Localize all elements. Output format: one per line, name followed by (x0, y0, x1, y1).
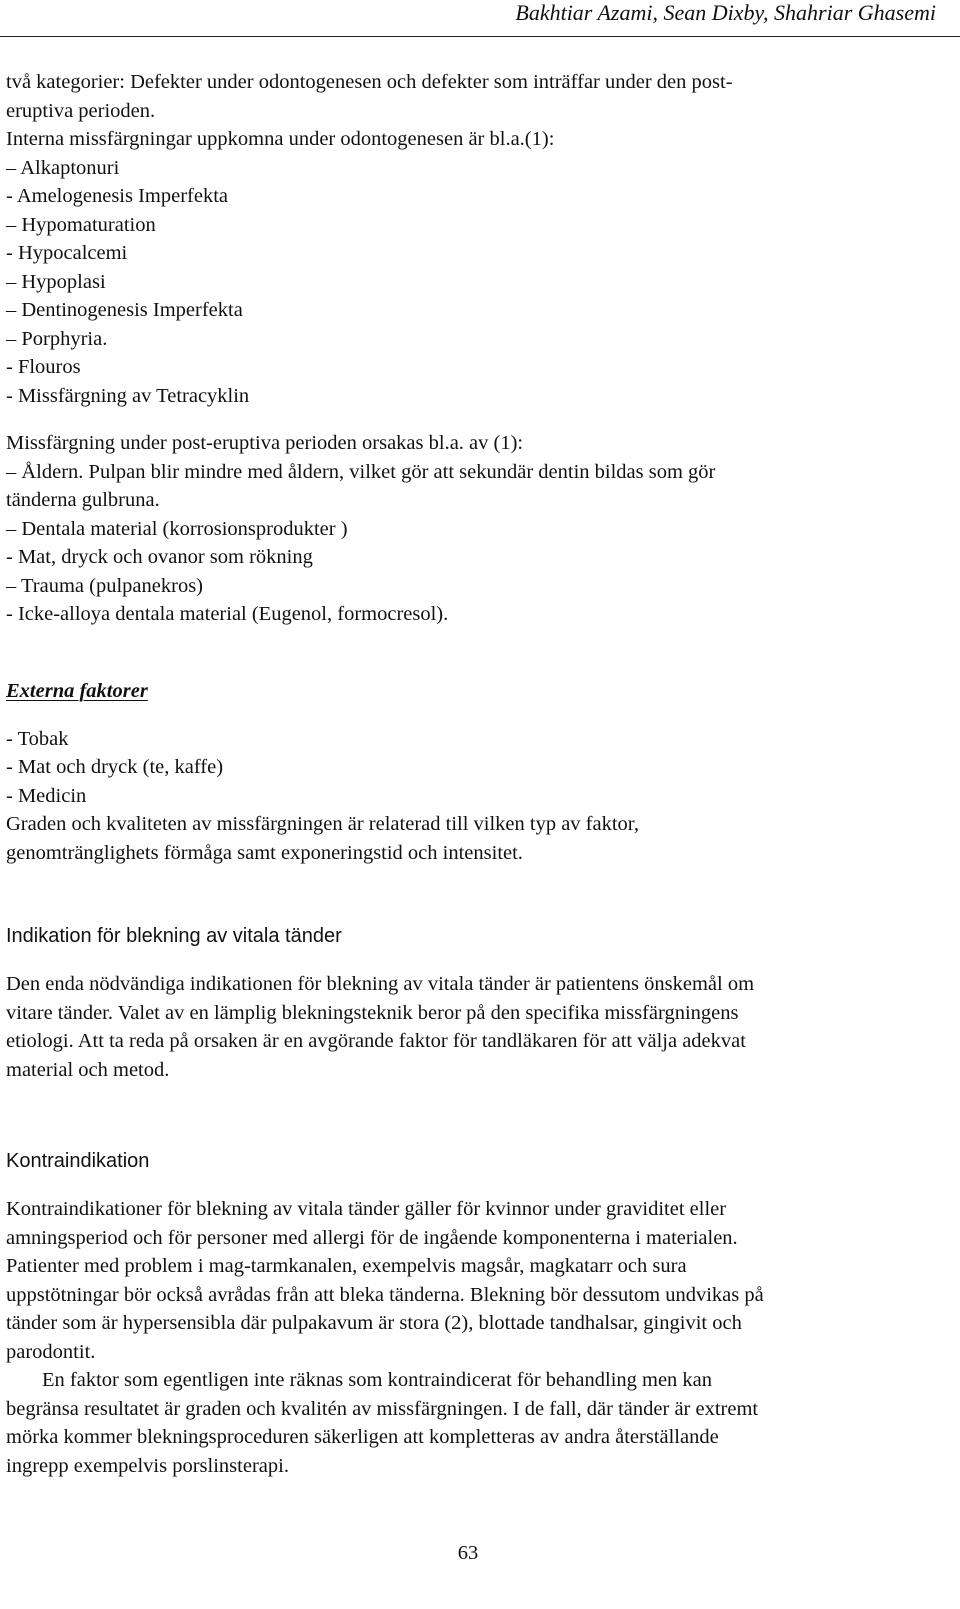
text-line: Missfärgning under post-eruptiva perioden orsakas bl.a. av (1): (6, 432, 524, 454)
text-line: begränsa resultatet är graden och kvalitén av missfärgningen. I de fall, där tänder är extremt (6, 1397, 759, 1420)
text-line: ingrepp exempelvis porslinsterapi. (6, 1454, 289, 1477)
kontraindikation-section (6, 1147, 931, 1480)
text-line: Graden och kvaliteten av missfärgningen är relaterad till vilken typ av faktor, (6, 813, 639, 835)
text-line: Kontraindikationer för blekning av vitala tänder gäller för kvinnor under graviditet eller (6, 1198, 727, 1220)
text-line: uppstötningar bör också avrådas från att bleka tänderna. Blekning bör dessutom undvikas på (6, 1283, 764, 1306)
section-heading-kontraindikation: Kontraindikation (6, 1150, 150, 1172)
list-item: - Missfärgning av Tetracyklin (6, 384, 250, 407)
text-line: amningsperiod och för personer med allergi för de ingående komponenterna i materialen. (6, 1226, 738, 1249)
posteruptive-section (6, 429, 931, 629)
text-line: En faktor som egentligen inte räknas som kontraindicerat för behandling men kan (42, 1369, 713, 1391)
externa-section (6, 677, 931, 868)
list-item: - Amelogenesis Imperfekta (6, 185, 229, 207)
list-item: - Icke-alloya dentala material (Eugenol, formocresol). (6, 603, 449, 625)
text-line: vitare tänder. Valet av en lämplig blekningsteknik beror på den specifika missfärgningens (6, 1001, 739, 1024)
text-line: genomtränglighets förmåga samt exponeringstid och intensitet. (6, 841, 523, 864)
text-line: tänderna gulbruna. (6, 489, 160, 511)
list-item: – Trauma (pulpanekros) (6, 574, 204, 597)
list-item: - Hypocalcemi (6, 242, 128, 264)
text-line: material och metod. (6, 1058, 170, 1081)
list-item: - Flouros (6, 356, 81, 378)
list-item: – Alkaptonuri (6, 156, 120, 179)
list-item: – Hypomaturation (6, 213, 156, 236)
list-item: – Dentala material (korrosionsprodukter ) (6, 517, 348, 540)
page-body (6, 68, 931, 1480)
page-number: 63 (457, 1542, 479, 1564)
section-heading-indikation: Indikation för blekning av vitala tänder (6, 925, 342, 947)
text-line: etiologi. Att ta reda på orsaken är en avgörande faktor för tandläkaren för att välja adekvat (6, 1030, 746, 1052)
list-item: - Mat, dryck och ovanor som rökning (6, 546, 313, 568)
list-item: – Åldern. Pulpan blir mindre med åldern, vilket gör att sekundär dentin bildas som gör (6, 460, 716, 483)
text-line: Interna missfärgningar uppkomna under odontogenesen är bl.a.(1): (6, 128, 555, 150)
text-line: mörka kommer blekningsproceduren säkerligen att kompletteras av andra återställande (6, 1426, 719, 1448)
list-item: – Porphyria. (6, 327, 108, 350)
spacer (6, 410, 931, 429)
list-item: - Medicin (6, 784, 87, 807)
text-line: två kategorier: Defekter under odontogenesen och defekter som inträffar under den post- (6, 71, 733, 93)
text-line: Den enda nödvändiga indikationen för blekning av vitala tänder är patientens önskemål om (6, 973, 755, 995)
list-item: - Mat och dryck (te, kaffe) (6, 756, 224, 778)
text-line: Patienter med problem i mag-tarmkanalen, exempelvis magsår, magkatarr och sura (6, 1255, 687, 1277)
indikation-section (6, 922, 931, 1084)
text-line: eruptiva perioden. (6, 99, 156, 122)
header-rule (0, 36, 960, 37)
running-header: Bakhtiar Azami, Sean Dixby, Shahriar Ghasemi (515, 0, 936, 25)
intro-section (6, 68, 931, 410)
section-heading-externa: Externa faktorer (6, 679, 148, 702)
text-line: parodontit. (6, 1340, 96, 1363)
list-item: – Hypoplasi (6, 270, 106, 293)
text-line: tänder som är hypersensibla där pulpakavum är stora (2), blottade tandhalsar, gingivit och (6, 1312, 742, 1334)
list-item: – Dentinogenesis Imperfekta (6, 299, 243, 321)
list-item: - Tobak (6, 727, 69, 750)
